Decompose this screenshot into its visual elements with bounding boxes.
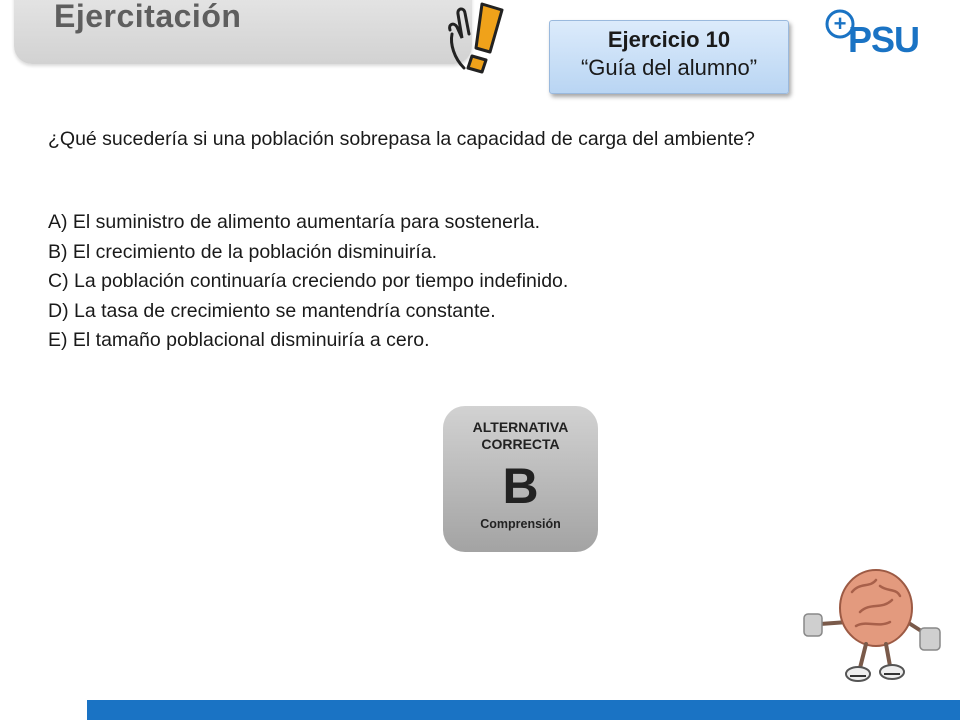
answer-skill: Comprensión [480, 517, 561, 531]
option-d: D) La tasa de crecimiento se mantendría constante. [48, 299, 496, 322]
option-b: B) El crecimiento de la población disminuiría. [48, 240, 438, 263]
hand-exclamation-icon [444, 0, 514, 80]
answer-label-line1: ALTERNATIVA [472, 419, 569, 435]
logo-text: PSU [848, 19, 920, 58]
page-title: Ejercitación [54, 0, 242, 34]
answer-options-list [48, 208, 916, 356]
brain-mascot-icon [800, 562, 948, 688]
option-a: A) El suministro de alimento aumentaría para sostenerla. [48, 211, 541, 233]
answer-label-line2: CORRECTA [481, 436, 560, 452]
psu-logo [824, 8, 936, 58]
answer-label [443, 419, 598, 453]
option-c: C) La población continuaría creciendo por tiempo indefinido. [48, 270, 569, 292]
question-text: ¿Qué sucedería si una población sobrepasa la capacidad de carga del ambiente? [48, 128, 755, 150]
footer-bar [87, 700, 960, 720]
correct-answer-card [443, 406, 598, 552]
logo-prefix: + [833, 11, 847, 36]
exercise-info-box [549, 20, 789, 94]
exercise-subtitle: “Guía del alumno” [580, 55, 758, 80]
header-tab [14, 0, 472, 64]
answer-letter: B [502, 458, 539, 514]
option-e: E) El tamaño poblacional disminuiría a cero. [48, 329, 430, 351]
exercise-number: Ejercicio 10 [607, 27, 731, 52]
